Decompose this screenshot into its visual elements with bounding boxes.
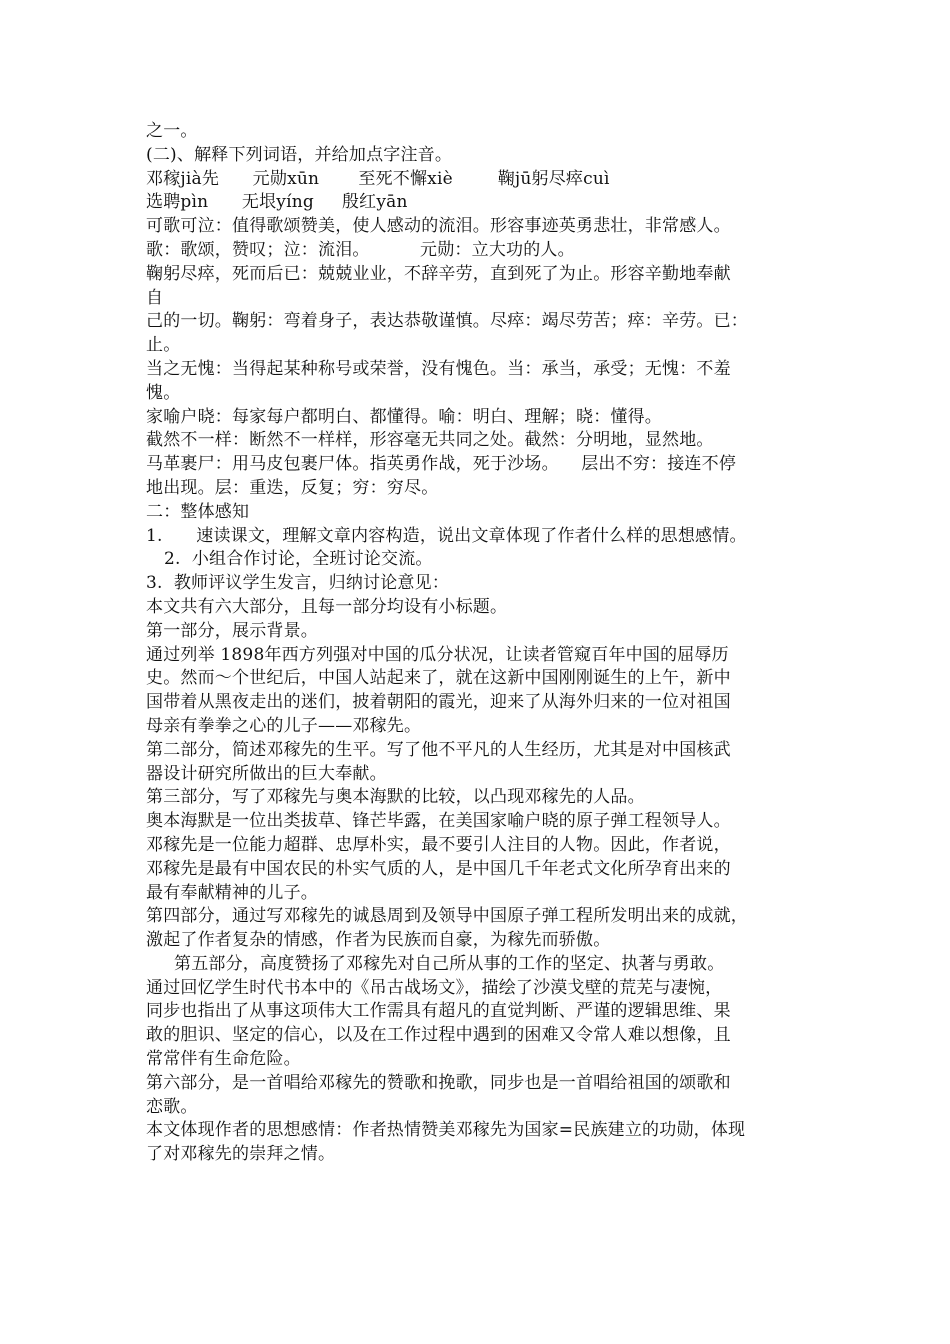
paragraph-line: 第六部分，是一首唱给邓稼先的赞歌和挽歌，同步也是一首唱给祖国的颂歌和 <box>146 1072 731 1093</box>
definition-line: 当之无愧：当得起某种称号或荣誉，没有愧色。当：承当，承受；无愧：不羞 <box>146 358 731 379</box>
paragraph-line: 器设计研究所做出的巨大奉献。 <box>146 763 387 784</box>
paragraph-line: 母亲有拳拳之心的儿子——邓稼先。 <box>146 715 422 736</box>
numbered-item: 2. 小组合作讨论，全班讨论交流。 <box>164 549 433 570</box>
paragraph-line: 敢的胆识、坚定的信心，以及在工作过程中遇到的困难又令常人难以想像，且 <box>146 1025 731 1046</box>
paragraph-line: 最有奉献精神的儿子。 <box>146 882 318 903</box>
paragraph-line: 国带着从黑夜走出的迷们，披着朝阳的霞光，迎来了从海外归来的一位对祖国 <box>146 692 731 713</box>
paragraph-line: 本文体现作者的思想感情：作者热情赞美邓稼先为国家=民族建立的功勋，体现 <box>146 1120 746 1141</box>
paragraph-line: 第四部分，通过写邓稼先的诚恳周到及领导中国原子弹工程所发明出来的成就， <box>146 906 748 927</box>
definition-line: 己的一切。鞠躬：弯着身子，表达恭敬谨慎。尽瘁：竭尽劳苦；瘁：辛劳。已： <box>146 311 748 332</box>
paragraph-line: 第一部分，展示背景。 <box>146 620 318 641</box>
numbered-item: 3. 教师评议学生发言，归纳讨论意见： <box>146 573 450 594</box>
section-heading: 二：整体感知 <box>146 501 250 522</box>
paragraph-line: 恋歌。 <box>146 1096 198 1117</box>
paragraph-line: 第五部分，高度赞扬了邓稼先对自己所从事的工作的坚定、执著与勇敢。 <box>174 953 725 974</box>
vocab-pinyin-line: 选聘pìn 无垠yíng 殷红yān <box>146 192 408 213</box>
definition-line: 止。 <box>146 335 181 356</box>
definition-line: 鞠躬尽瘁，死而后已：兢兢业业，不辞辛劳，直到死了为止。形容辛勤地奉献 <box>146 263 731 284</box>
definition-line: 地出现。层：重迭，反复；穷：穷尽。 <box>146 477 439 498</box>
definition-line: 愧。 <box>146 382 181 403</box>
paragraph-line: 常常伴有生命危险。 <box>146 1049 301 1070</box>
paragraph-line: 同步也指出了从事这项伟大工作需具有超凡的直觉判断、严谨的逻辑思维、果 <box>146 1001 731 1022</box>
paragraph-line: 邓稼先是一位能力超群、忠厚朴实，最不要引人注目的人物。因此，作者说， <box>146 834 731 855</box>
paragraph-line: 邓稼先是最有中国农民的朴实气质的人，是中国几千年老式文化所孕育出来的 <box>146 858 731 879</box>
paragraph-line: 通过回忆学生时代书本中的《吊古战场文》，描绘了沙漠戈壁的荒芜与凄惋， <box>146 977 723 998</box>
paragraph-line: 史。然而～个世纪后，中国人站起来了，就在这新中国刚刚诞生的上午，新中 <box>146 668 731 689</box>
paragraph-line: 第三部分，写了邓稼先与奥本海默的比较，以凸现邓稼先的人品。 <box>146 787 645 808</box>
paragraph-line: 第二部分，简述邓稼先的生平。写了他不平凡的人生经历，尤其是对中国核武 <box>146 739 731 760</box>
definition-line: 歌：歌颂，赞叹；泣：流泪。 元勋：立大功的人。 <box>146 239 575 260</box>
document-body <box>146 120 826 1167</box>
paragraph-line: 通过列举 1898年西方列强对中国的瓜分状况，让读者管窥百年中国的屈辱历 <box>146 644 729 665</box>
paragraph-line: 奥本海默是一位出类拔草、锋芒毕露，在美国家喻户晓的原子弹工程领导人。 <box>146 811 731 832</box>
paragraph-line: 了对邓稼先的崇拜之情。 <box>146 1144 336 1165</box>
definition-line: 自 <box>146 287 164 308</box>
paragraph-line: 激起了作者复杂的情感，作者为民族而自豪，为稼先而骄傲。 <box>146 930 611 951</box>
numbered-item: 1. 速读课文，理解文章内容构造，说出文章体现了作者什么样的思想感情。 <box>146 525 747 546</box>
paragraph-line: 本文共有六大部分，且每一部分均设有小标题。 <box>146 596 508 617</box>
definition-line: 可歌可泣：值得歌颂赞美，使人感动的流泪。形容事迹英勇悲壮，非常感人。 <box>146 216 731 237</box>
text-line: 之一。 <box>146 121 198 141</box>
definition-line: 截然不一样：断然不一样样，形容毫无共同之处。截然：分明地，显然地。 <box>146 430 714 451</box>
definition-line: 家喻户晓：每家每户都明白、都懂得。喻：明白、理解；晓：懂得。 <box>146 406 662 427</box>
section-heading: (二)、解释下列词语，并给加点字注音。 <box>146 144 453 165</box>
definition-line: 马革裹尸：用马皮包裹尸体。指英勇作战，死于沙场。 层出不穷：接连不停 <box>146 454 737 475</box>
vocab-pinyin-line: 邓稼jià先 元勋xūn 至死不懈xiè 鞠jū躬尽瘁cuì <box>146 168 610 189</box>
